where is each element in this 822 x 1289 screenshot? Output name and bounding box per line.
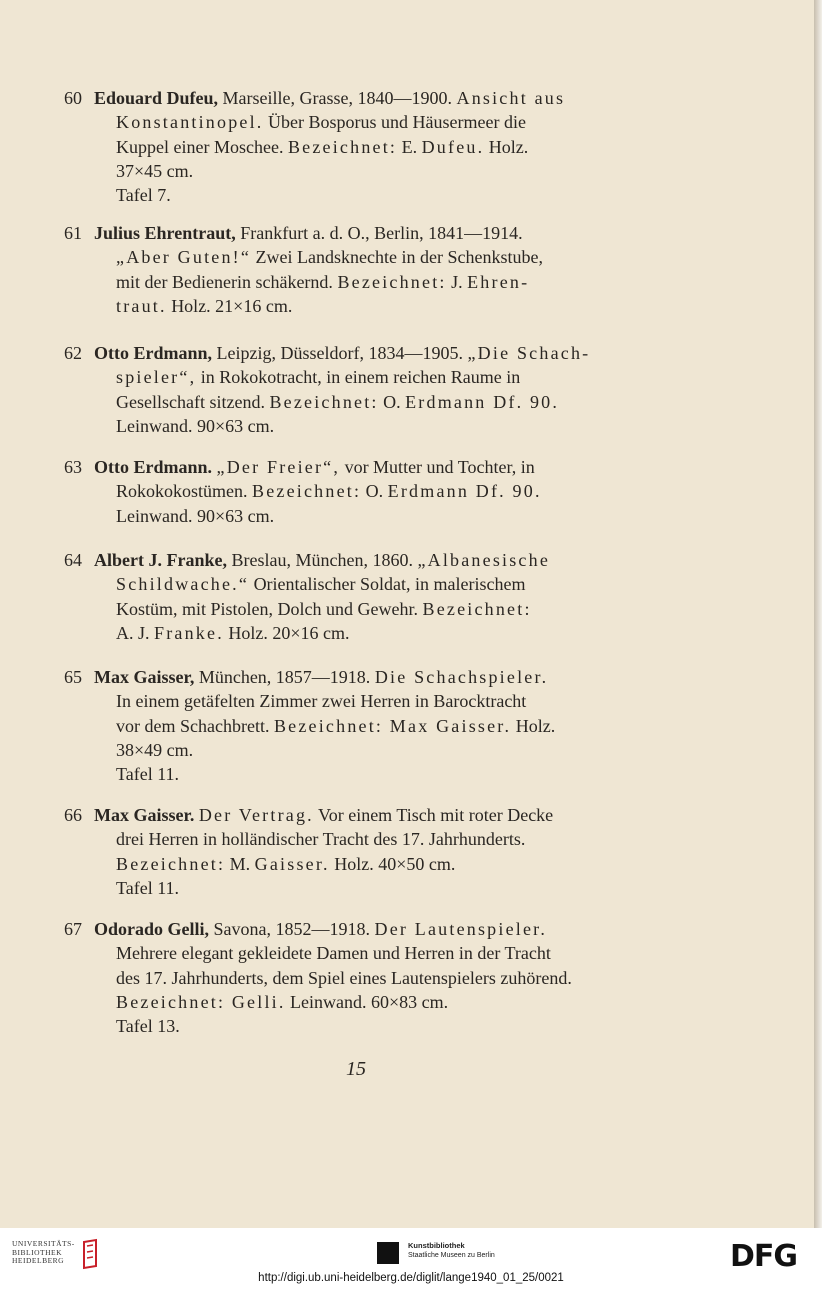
entry-text: Breslau, München, 1860.: [226, 550, 418, 570]
entry-text: Mehrere elegant gekleidete Damen und Herren in der Tracht: [116, 943, 551, 964]
entry-number: 65: [64, 667, 82, 687]
spaced-text: Ehren-: [467, 271, 530, 292]
entry-text: Kuppel einer Moschee.: [116, 136, 288, 157]
entry-line: [64, 917, 624, 941]
entry-number: 66: [64, 805, 82, 825]
kb-title: Kunstbibliothek: [408, 1241, 465, 1250]
spaced-text: Bezeichnet:: [337, 271, 447, 292]
artist-name: Max Gaisser,: [94, 667, 195, 687]
entry-line: [64, 110, 624, 134]
spaced-text: Bezeichnet:: [422, 598, 532, 619]
entry-number: 64: [64, 550, 82, 570]
entry-line: [64, 548, 624, 572]
artist-name: Max Gaisser.: [94, 805, 195, 825]
spaced-text: Ansicht aus: [456, 88, 566, 108]
catalog-entry: [64, 548, 624, 645]
entry-line: [64, 621, 624, 645]
entry-text: M.: [225, 853, 255, 874]
entry-text: Gesellschaft sitzend.: [116, 391, 270, 412]
spaced-text: „Albanesische: [417, 550, 551, 570]
entry-text: Tafel 11.: [116, 764, 180, 785]
library-name-line2: BIBLIOTHEK: [12, 1247, 62, 1257]
page-number: 15: [346, 1058, 366, 1080]
entry-text: Savona, 1852—1918.: [209, 919, 375, 939]
entry-line: [64, 941, 624, 965]
entry-line: [64, 365, 624, 389]
entry-text: A. J.: [116, 622, 155, 643]
library-name-line3: HEIDELBERG: [12, 1256, 65, 1265]
entry-line: [64, 966, 624, 990]
entry-text: Leipzig, Düsseldorf, 1834—1905.: [212, 343, 468, 363]
entry-number: 63: [64, 457, 82, 477]
catalog-entry: [64, 803, 624, 900]
entry-line: [64, 572, 624, 596]
artist-name: Otto Erdmann,: [94, 343, 213, 363]
spaced-text: Franke.: [154, 622, 224, 643]
catalog-entry: [64, 341, 624, 438]
kunstbibliothek-logo-icon: [377, 1242, 399, 1264]
entry-line: [64, 159, 624, 183]
entry-text: in Rokokotracht, in einem reichen Raume in: [196, 367, 521, 388]
catalog-entry: [64, 221, 624, 318]
entry-text: Marseille, Grasse, 1840—1900.: [218, 88, 457, 108]
entry-line: [64, 852, 624, 876]
entry-text: drei Herren in holländischer Tracht des 17. Jahrhunderts.: [116, 829, 526, 850]
entry-text: Leinwand. 60×83 cm.: [285, 991, 449, 1012]
spaced-text: Der Vertrag.: [198, 805, 314, 825]
spaced-text: Schildwache.“: [116, 574, 250, 595]
entry-text: E.: [397, 136, 422, 157]
entry-text: Frankfurt a. d. O., Berlin, 1841—1914.: [235, 223, 523, 243]
entry-line: [64, 803, 624, 827]
entry-text: Holz. 40×50 cm.: [329, 853, 456, 874]
entry-text: mit der Bedienerin schäkernd.: [116, 271, 338, 292]
entry-number: 61: [64, 223, 82, 243]
entry-line: [64, 479, 624, 503]
entry-line: [64, 738, 624, 762]
entry-text: Holz.: [484, 136, 529, 157]
kb-subtitle: Staatliche Museen zu Berlin: [408, 1252, 495, 1259]
spaced-text: Erdmann Df. 90.: [405, 391, 560, 412]
dfg-logo[interactable]: DFG: [730, 1239, 798, 1274]
library-name-line1: UNIVERSITÄTS-: [12, 1239, 75, 1248]
entry-text: J.: [446, 271, 468, 292]
spaced-text: Bezeichnet:: [287, 136, 398, 157]
entry-text: Kostüm, mit Pistolen, Dolch und Gewehr.: [116, 598, 423, 619]
entry-text: O.: [378, 391, 406, 412]
entry-text: Holz. 20×16 cm.: [223, 622, 350, 643]
entry-text: Über Bosporus und Häusermeer die: [263, 112, 526, 133]
entry-text: Orientalischer Soldat, in malerischem: [249, 574, 526, 595]
spaced-text: Die Schachspieler.: [374, 667, 549, 687]
catalog-entry: [64, 455, 624, 528]
entry-text: Tafel 13.: [116, 1016, 180, 1037]
entry-line: [64, 876, 624, 900]
kunstbibliothek-text[interactable]: [408, 1241, 495, 1260]
entry-line: [64, 762, 624, 786]
entry-line: [64, 827, 624, 851]
entry-line: [64, 183, 624, 207]
entry-line: [64, 135, 624, 159]
spaced-text: Bezeichnet:: [116, 853, 226, 874]
entry-number: 62: [64, 343, 82, 363]
page-edge: [814, 0, 822, 1228]
source-url[interactable]: http://digi.ub.uni-heidelberg.de/diglit/lange1940_01_25/0021: [258, 1272, 564, 1284]
spaced-text: „Der Freier“,: [216, 457, 341, 477]
entry-number: 67: [64, 919, 82, 939]
catalog-entry: [64, 917, 624, 1038]
entry-text: In einem getäfelten Zimmer zwei Herren in Barocktracht: [116, 691, 527, 712]
entry-text: Tafel 11.: [116, 877, 180, 898]
entry-line: [64, 390, 624, 414]
entry-text: Leinwand. 90×63 cm.: [116, 505, 275, 526]
spaced-text: Bezeichnet: Gelli.: [116, 991, 286, 1012]
spaced-text: Bezeichnet:: [269, 391, 379, 412]
catalog-entry: [64, 86, 624, 207]
artist-name: Edouard Dufeu,: [94, 88, 219, 108]
entry-text: Holz. 21×16 cm.: [166, 295, 293, 316]
entry-text: 37×45 cm.: [116, 160, 194, 181]
entry-text: Holz.: [511, 715, 556, 736]
entry-line: [64, 990, 624, 1014]
entry-line: [64, 294, 624, 318]
spaced-text: Erdmann Df. 90.: [387, 481, 542, 502]
artist-name: Odorado Gelli,: [94, 919, 210, 939]
spaced-text: Dufeu.: [421, 136, 485, 157]
entry-text: Rokokokostümen.: [116, 481, 253, 502]
entry-number: 60: [64, 88, 82, 108]
entry-line: [64, 597, 624, 621]
entry-text: Tafel 7.: [116, 185, 171, 206]
spaced-text: traut.: [116, 295, 167, 316]
entry-text: München, 1857—1918.: [194, 667, 375, 687]
entry-line: [64, 414, 624, 438]
entry-text: Leinwand. 90×63 cm.: [116, 415, 275, 436]
spaced-text: Bezeichnet:: [252, 481, 362, 502]
entry-line: [64, 504, 624, 528]
catalog-entry: [64, 665, 624, 786]
entry-text: vor dem Schachbrett.: [116, 715, 274, 736]
entry-line: [64, 245, 624, 269]
entry-text: Zwei Landsknechte in der Schenkstube,: [251, 247, 543, 268]
entry-line: [64, 714, 624, 738]
artist-name: Otto Erdmann.: [94, 457, 213, 477]
entry-line: [64, 1014, 624, 1038]
entry-line: [64, 665, 624, 689]
footer-bar: [0, 1228, 822, 1289]
artist-name: Julius Ehrentraut,: [94, 223, 236, 243]
spaced-text: „Die Schach-: [467, 343, 591, 363]
entry-text: des 17. Jahrhunderts, dem Spiel eines Lautenspielers zuhörend.: [116, 967, 572, 988]
entry-line: [64, 455, 624, 479]
spaced-text: „Aber Guten!“: [116, 247, 252, 268]
entry-line: [64, 689, 624, 713]
entry-line: [64, 270, 624, 294]
spaced-text: Der Lautenspieler.: [374, 919, 548, 939]
spaced-text: Konstantinopel.: [116, 112, 264, 133]
entry-text: vor Mutter und Tochter, in: [340, 457, 535, 477]
artist-name: Albert J. Franke,: [94, 550, 227, 570]
entry-text: O.: [361, 481, 388, 502]
spaced-text: Gaisser.: [254, 853, 330, 874]
entry-line: [64, 341, 624, 365]
ub-heidelberg-emblem-icon: [78, 1238, 100, 1270]
entry-line: [64, 221, 624, 245]
spaced-text: Bezeichnet: Max Gaisser.: [273, 715, 512, 736]
spaced-text: spieler“,: [116, 367, 197, 388]
entry-text: Vor einem Tisch mit roter Decke: [313, 805, 554, 825]
entry-text: 38×49 cm.: [116, 739, 194, 760]
entry-line: [64, 86, 624, 110]
